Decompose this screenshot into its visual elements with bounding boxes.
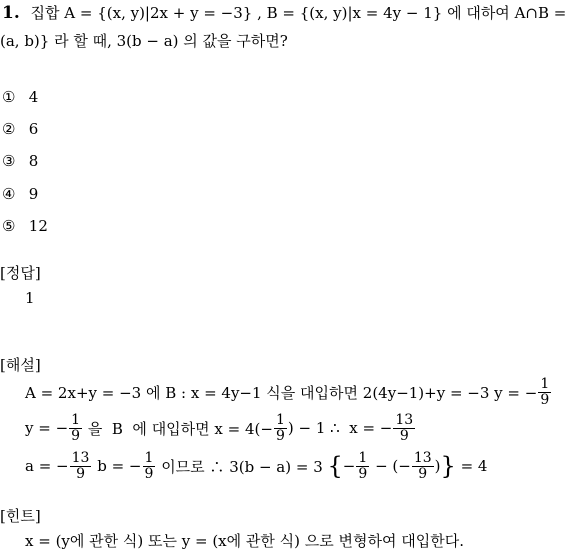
question-text-line-1: 집합 A = {(x, y)|2x + y = −3} , B = {(x, y)|x = 4y − 1} 에 대하여 A∩B = [30, 4, 567, 22]
fraction-denominator: 9 [275, 427, 285, 444]
explanation-text: 이므로 ∴ 3(b − a) = 3 [156, 457, 328, 476]
choice-value: 4 [28, 88, 39, 106]
choice-4[interactable] [2, 185, 38, 203]
question-line-2: (a, b)} 라 할 때, 3(b − a) 의 값을 구하면? [0, 32, 288, 50]
answer-label: [정답] [0, 264, 41, 282]
explanation-text: = 4 [455, 457, 488, 475]
choice-marker: ④ [2, 185, 16, 203]
explanation-text: − [342, 457, 356, 475]
fraction-denominator: 9 [76, 465, 85, 482]
fraction [70, 451, 92, 481]
question-line-1 [2, 2, 566, 23]
fraction [412, 451, 434, 481]
explanation-text: ) [434, 457, 441, 475]
fraction-numerator: 1 [275, 411, 285, 428]
explanation-text: 을 B 에 대입하면 x = 4(− [83, 419, 273, 438]
fraction-denominator: 9 [540, 391, 550, 408]
fraction-numerator: 13 [71, 449, 90, 466]
choice-3[interactable] [2, 152, 38, 170]
fraction-denominator: 9 [399, 427, 409, 444]
explanation-text: b = − [92, 457, 142, 475]
fraction [538, 377, 551, 407]
fraction [393, 413, 415, 443]
fraction-numerator: 13 [413, 449, 432, 466]
explanation-text: ) − 1 ∴ x = − [287, 419, 393, 437]
choice-1[interactable] [2, 88, 38, 106]
choice-5[interactable] [2, 217, 48, 235]
choice-value: 9 [28, 185, 39, 203]
fraction-numerator: 1 [144, 449, 154, 466]
choice-marker: ② [2, 120, 16, 138]
choice-marker: ① [2, 88, 16, 106]
fraction-numerator: 1 [71, 411, 81, 428]
choice-marker: ⑤ [2, 217, 16, 235]
answer-value: 1 [25, 289, 35, 307]
explanation-text: − (− [370, 457, 411, 475]
fraction [143, 451, 156, 481]
explanation-line-2 [25, 408, 416, 448]
fraction-numerator: 1 [358, 449, 368, 466]
fraction-numerator: 1 [540, 375, 550, 392]
choice-2[interactable] [2, 120, 38, 138]
brace-close: } [440, 452, 456, 480]
explanation-text: a = − [25, 457, 69, 475]
explanation-label: [해설] [0, 356, 41, 374]
hint-text: x = (y에 관한 식) 또는 y = (x에 관한 식) 으로 변형하여 대입한다. [25, 532, 464, 550]
fraction-denominator: 9 [358, 465, 368, 482]
choice-value: 6 [28, 120, 39, 138]
hint-label: [힌트] [0, 507, 41, 525]
brace-open: { [327, 452, 343, 480]
fraction [274, 413, 287, 443]
fraction-numerator: 13 [395, 411, 414, 428]
fraction [69, 413, 82, 443]
fraction-denominator: 9 [71, 427, 81, 444]
fraction-denominator: 9 [144, 465, 154, 482]
explanation-line-1 [25, 372, 552, 412]
choice-value: 12 [28, 217, 48, 235]
explanation-text: y = − [25, 419, 69, 437]
fraction-denominator: 9 [418, 465, 428, 482]
choice-marker: ③ [2, 152, 16, 170]
question-number: 1. [2, 3, 20, 23]
explanation-text: A = 2x+y = −3 에 B : x = 4y−1 식을 대입하면 2(4y−1)+y = −3 y = − [25, 383, 538, 402]
choice-value: 8 [28, 152, 39, 170]
explanation-line-3 [25, 444, 487, 488]
fraction [356, 451, 369, 481]
